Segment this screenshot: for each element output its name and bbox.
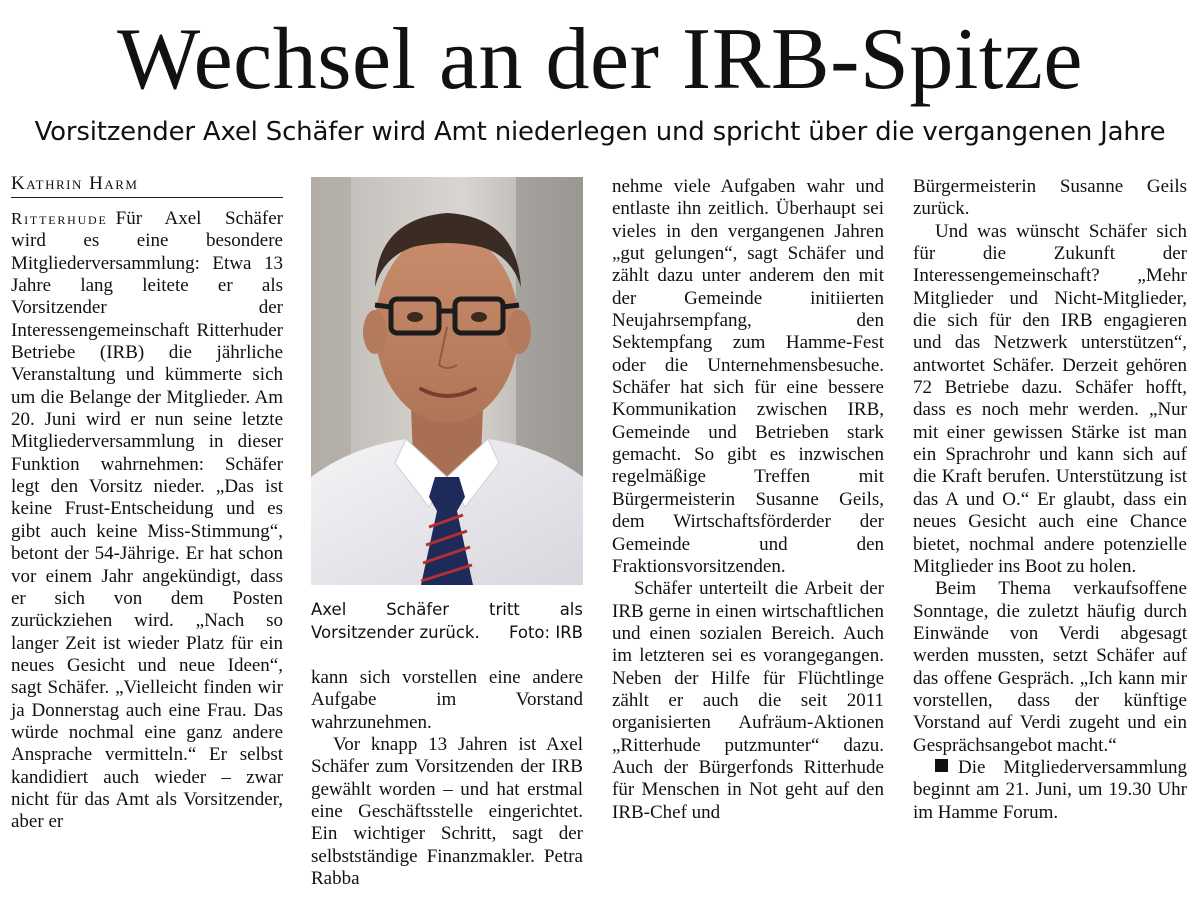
paragraph: Und was wünscht Schäfer sich für die Zukunft der Interessengemeinschaft? „Mehr Mitglieder und Nicht-Mitglieder, die sich für den IRB engagieren und das Netzwerk unterstützen“, antwortet Schäfer. Derzeit gehören 72 Betriebe dazu. Schäfer hofft, dass es noch mehr werden. „Nur mit einer gewissen Stärke ist man ein Sprachrohr und kann sich auf die Kraft berufen. Unterstützung ist das A und O.“ Er glaubt, dass ein neues Gesicht auch eine Chance bietet, nochmal andere potenzielle Mitglieder ins Boot zu holen. (913, 220, 1187, 577)
column-1 (11, 208, 283, 834)
photo-credit: Foto: IRB (508, 623, 583, 642)
subheadline: Vorsitzender Axel Schäfer wird Amt niederlegen und spricht über die vergangenen Jahre (34, 117, 1166, 147)
headline: Wechsel an der IRB-Spitze (117, 11, 1083, 108)
paragraph (11, 208, 283, 834)
paragraph: nehme viele Aufgaben wahr und entlaste ihn zeitlich. Überhaupt sei vieles in den vergangenen Jahren „gut gelungen“, sagt Schäfer und zählt dazu unter anderem den mit der Gemeinde initiierten Neujahrsempfang, den Sektempfang zum Hamme-Fest oder die Unternehmensbesuche. Schäfer hat sich für eine bessere Kommunikation zwischen IRB, Gemeinde und Betrieben stark gemacht. So gibt es inzwischen regelmäßige Treffen mit Bürgermeisterin Susanne Geils, dem Wirtschaftsförderder der Gemeinde und den Fraktionsvorsitzenden. (612, 176, 884, 577)
portrait-illustration (311, 177, 583, 585)
paragraph: Bürgermeisterin Susanne Geils zurück. (913, 176, 1187, 220)
paragraph: kann sich vorstellen eine andere Aufgabe im Vorstand wahrzunehmen. (311, 667, 583, 733)
paragraph: Beim Thema verkaufsoffene Sonntage, die zuletzt häufig durch Einwände von Verdi abgesagt werden mussten, setzt Schäfer auf das offene Gespräch. „Ich kann mir vorstellen, dass der künftige Vorstand auf Verdi zugeht und ein Gesprächsangebot macht.“ (913, 578, 1187, 756)
portrait-photo (311, 177, 583, 585)
dateline: Ritterhude (11, 209, 108, 228)
photo-caption (311, 598, 583, 644)
column-3 (612, 176, 884, 824)
caption-text: Axel Schäfer tritt als Vorsitzender zurück. (311, 600, 583, 642)
square-bullet-icon (935, 759, 948, 772)
paragraph-text: Für Axel Schäfer wird es eine besondere Mitgliederversammlung: Etwa 13 Jahre lang leitete er als Vorsitzender der Interessengemeinschaft Ritterhuder Betriebe (IRB) die jährliche Veranstaltung und kümmerte sich um die Belange der Mitglieder. Am 20. Juni wird er nun seine letzte Mitgliederversammlung in dieser Funktion wahrnehmen: Schäfer legt den Vorsitz nieder. „Das ist keine Frust-Entscheidung und es gibt auch keine Miss-Stimmung“, betont der 54-Jährige. Er hat schon vor einem Jahr angekündigt, dass er sich von dem Posten zurückziehen wird. „Nach so langer Zeit ist wieder Platz für ein neues Gesicht und neue Ideen“, sagt Schäfer. „Vielleicht finden wir ja Donnerstag auch eine Frau. Das würde nochmal eine ganz andere Ansprache vermitteln.“ Er selbst kandidiert auch wieder – zwar nicht für das Amt als Vorsitzender, aber er (11, 208, 283, 833)
paragraph: Schäfer unterteilt die Arbeit der IRB gerne in einen wirtschaftlichen und einen sozialen Bereich. Auch im letzteren sei es vorangegangen. Neben der Hilfe für Flüchtlinge zählt er auch die seit 2011 organisierten Aufräum-Aktionen „Ritterhude putzmunter“ dazu. Auch der Bürgerfonds Ritterhude für Menschen in Not geht auf den IRB-Chef und (612, 578, 884, 823)
author-byline: Kathrin Harm (11, 173, 283, 198)
paragraph: Vor knapp 13 Jahren ist Axel Schäfer zum Vorsitzenden der IRB gewählt worden – und hat erstmal eine Geschäftsstelle eingerichtet. Ein wichtiger Schritt, sagt der selbstständige Finanzmakler. Petra Rabba (311, 734, 583, 890)
column-2 (311, 667, 583, 890)
column-4 (913, 176, 1187, 824)
paragraph-text: Die Mitgliederversammlung beginnt am 21. Juni, um 19.30 Uhr im Hamme Forum. (913, 756, 1187, 823)
info-paragraph (913, 757, 1187, 824)
